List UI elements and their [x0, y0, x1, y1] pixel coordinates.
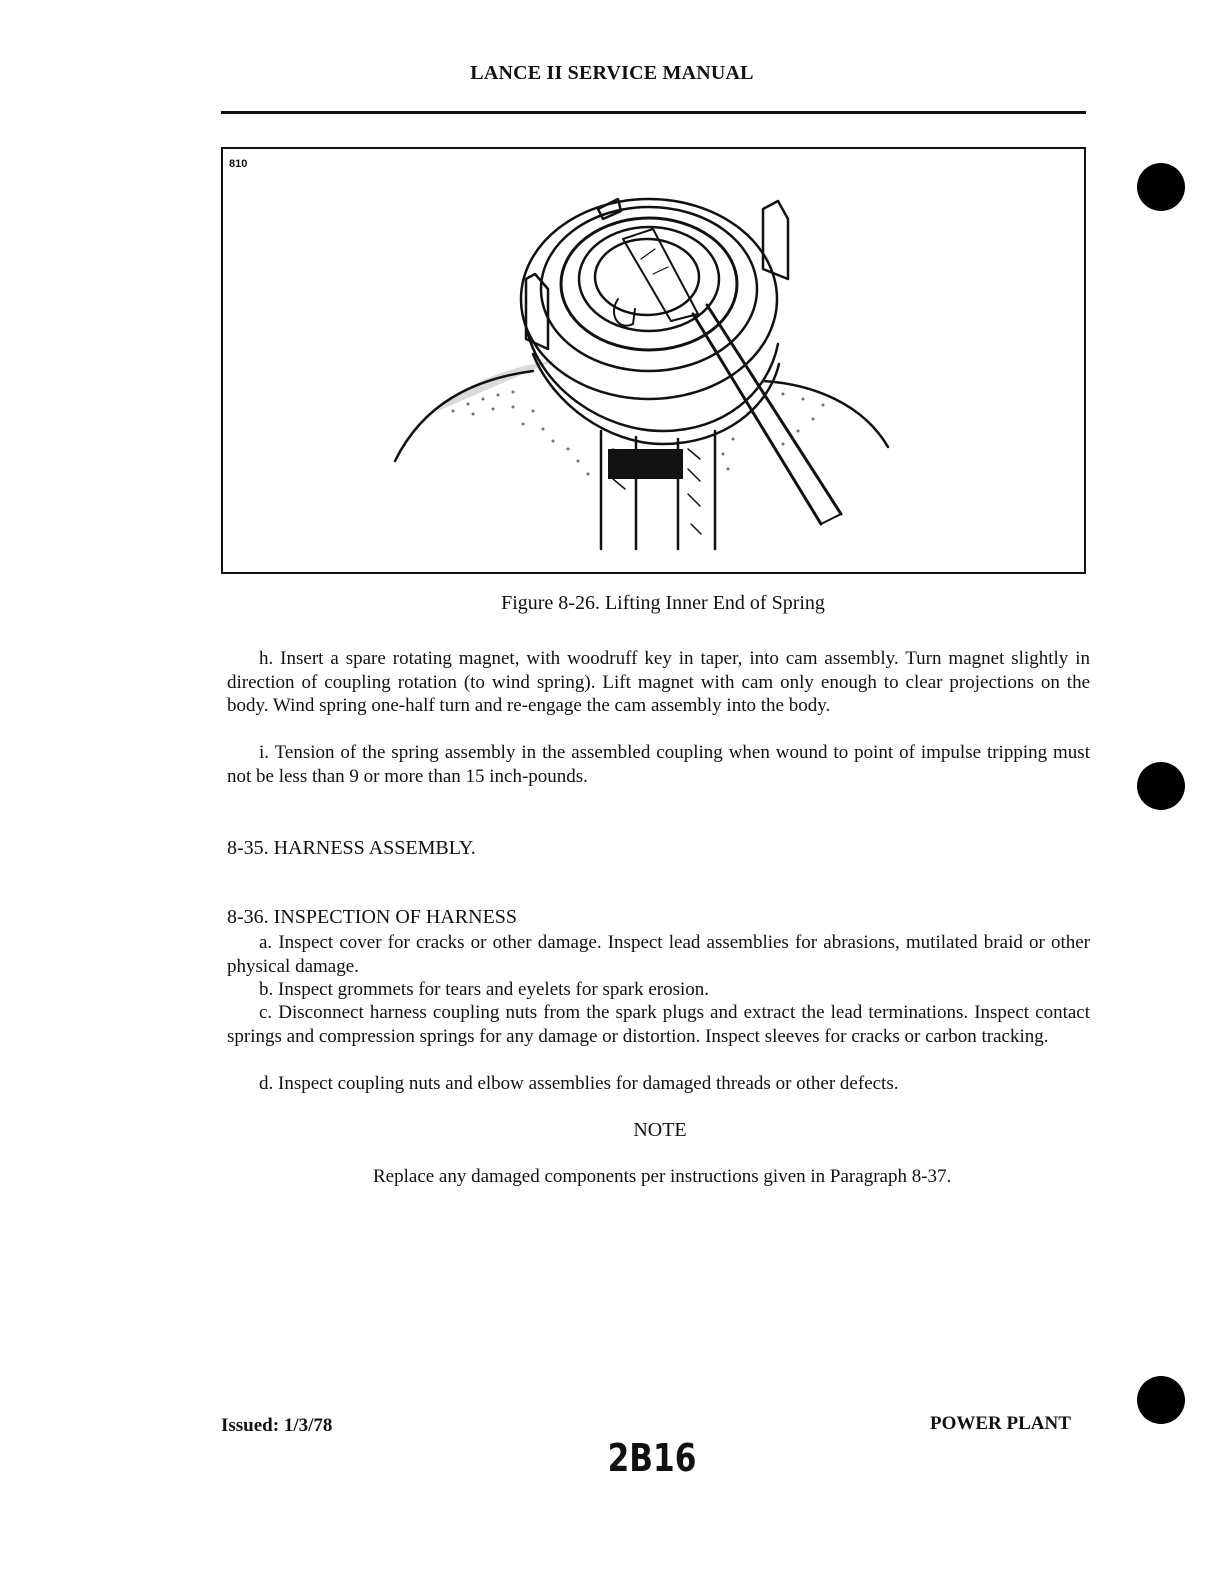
figure-id-label: 810: [229, 158, 248, 170]
figure-frame: [221, 147, 1086, 574]
manual-title: LANCE II SERVICE MANUAL: [470, 62, 754, 84]
spring-coupling-illustration: [223, 149, 1084, 572]
punch-hole-middle: [1137, 762, 1185, 810]
header-rule: [221, 111, 1086, 114]
section-name: POWER PLANT: [930, 1413, 1071, 1434]
step-b-paragraph: b. Inspect grommets for tears and eyelets for spark erosion.: [259, 979, 710, 1000]
page-code: 2B16: [607, 1436, 697, 1480]
figure-caption: Figure 8-26. Lifting Inner End of Spring: [501, 592, 825, 614]
step-d-paragraph: d. Inspect coupling nuts and elbow assemblies for damaged threads or other defects.: [259, 1073, 899, 1094]
step-i-paragraph: i. Tension of the spring assembly in the assembled coupling when wound to point of impulse tripping must not be less than 9 or more than 15 inch-pounds.: [227, 742, 1090, 787]
punch-hole-bottom: [1137, 1376, 1185, 1424]
step-c-paragraph: c. Disconnect harness coupling nuts from the spark plugs and extract the lead terminations. Inspect contact springs and compression springs for any damage or distortion. Inspect sleeves for cracks or carbon tracking.: [227, 1002, 1090, 1047]
note-text: Replace any damaged components per instructions given in Paragraph 8-37.: [373, 1166, 952, 1187]
section-8-35-heading: 8-35. HARNESS ASSEMBLY.: [227, 837, 476, 859]
step-a-paragraph: a. Inspect cover for cracks or other damage. Inspect lead assemblies for abrasions, mutilated braid or other physical damage.: [227, 932, 1090, 977]
section-8-36-heading: 8-36. INSPECTION OF HARNESS: [227, 906, 518, 928]
note-heading: NOTE: [633, 1119, 687, 1141]
step-h-paragraph: h. Insert a spare rotating magnet, with woodruff key in taper, into cam assembly. Turn magnet slightly in direction of coupling rotation (to wind spring). Lift magnet with cam only enough to clear projections on the body. Wind spring one-half turn and re-engage the cam assembly into the body.: [227, 648, 1090, 716]
issued-date: Issued: 1/3/78: [221, 1415, 333, 1436]
punch-hole-top: [1137, 163, 1185, 211]
